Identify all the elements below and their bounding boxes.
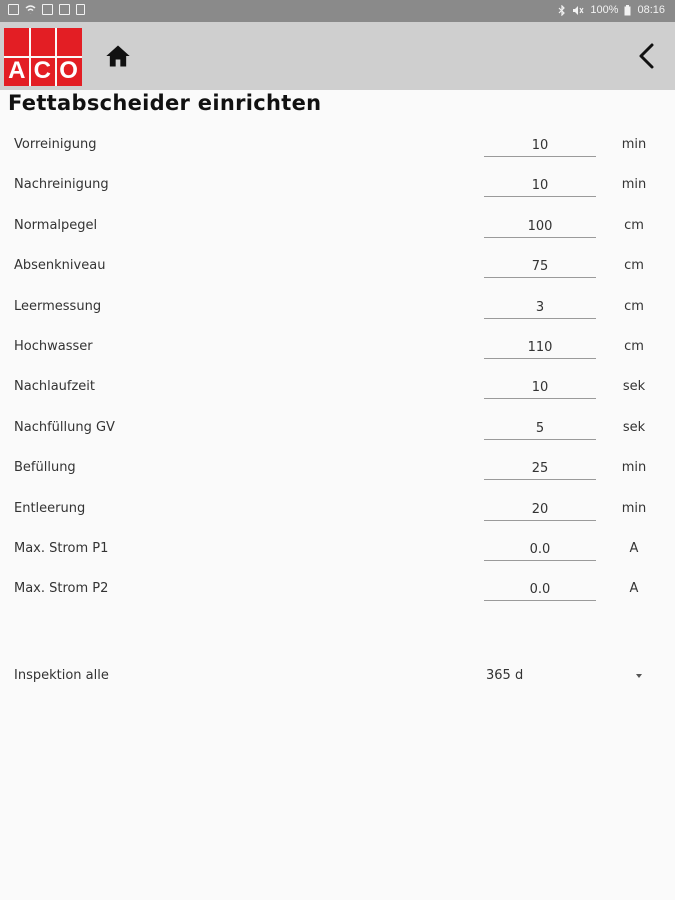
setting-value-input[interactable] xyxy=(484,216,596,238)
setting-label: Befüllung xyxy=(14,460,76,476)
setting-label: Nachreinigung xyxy=(14,177,109,193)
setting-label: Entleerung xyxy=(14,500,86,516)
setting-label: Absenkniveau xyxy=(14,258,106,274)
inspection-interval-select[interactable] xyxy=(484,662,648,690)
notification-icons xyxy=(8,4,85,15)
mute-icon xyxy=(572,5,584,16)
setting-value-input[interactable] xyxy=(484,539,596,561)
settings-row xyxy=(0,495,675,535)
setting-value-input[interactable] xyxy=(484,256,596,278)
gallery-icon xyxy=(59,4,70,15)
settings-row xyxy=(0,131,675,171)
setting-value-input[interactable] xyxy=(484,499,596,521)
settings-row xyxy=(0,575,675,615)
status-bar xyxy=(0,0,675,22)
setting-label: Nachlaufzeit xyxy=(14,379,96,395)
setting-value-input[interactable] xyxy=(484,337,596,359)
clipboard-icon xyxy=(76,4,85,15)
image-icon xyxy=(8,4,19,15)
setting-unit: min xyxy=(621,177,647,193)
inspection-label: Inspektion alle xyxy=(14,668,109,683)
setting-unit: sek xyxy=(622,419,646,435)
setting-label: Normalpegel xyxy=(14,217,98,233)
settings-row xyxy=(0,212,675,252)
setting-unit: min xyxy=(621,460,647,476)
wifi-icon xyxy=(25,4,36,15)
bluetooth-icon xyxy=(558,5,566,16)
inspection-selected-value: 365 d xyxy=(486,668,524,683)
setting-value-input[interactable] xyxy=(484,458,596,480)
inspection-row xyxy=(0,662,675,692)
app-bar xyxy=(0,22,675,90)
battery-percent: 100% xyxy=(590,4,619,16)
setting-value-input[interactable] xyxy=(484,418,596,440)
battery-icon xyxy=(624,5,631,16)
settings-row xyxy=(0,252,675,292)
setting-label: Max. Strom P1 xyxy=(14,541,109,556)
settings-row xyxy=(0,535,675,575)
setting-value-input[interactable] xyxy=(484,175,596,197)
setting-value-input[interactable] xyxy=(484,297,596,319)
settings-row xyxy=(0,414,675,454)
setting-unit: min xyxy=(621,500,647,516)
setting-value-input[interactable] xyxy=(484,579,596,601)
setting-unit: cm xyxy=(624,298,644,314)
setting-value-input[interactable] xyxy=(484,377,596,399)
setting-unit: cm xyxy=(624,217,644,233)
setting-unit: sek xyxy=(622,379,646,395)
system-icons xyxy=(558,4,665,16)
setting-unit: cm xyxy=(624,258,644,274)
setting-unit: A xyxy=(629,541,639,556)
settings-row xyxy=(0,333,675,373)
setting-label: Leermessung xyxy=(14,298,102,314)
dropdown-arrow-icon xyxy=(636,674,642,678)
edit-icon xyxy=(42,4,53,15)
settings-row xyxy=(0,373,675,413)
setting-value-input[interactable] xyxy=(484,135,596,157)
home-icon[interactable] xyxy=(104,42,132,70)
settings-row xyxy=(0,171,675,211)
setting-unit: cm xyxy=(624,339,644,354)
setting-unit: min xyxy=(621,137,647,152)
setting-label: Max. Strom P2 xyxy=(14,581,109,597)
settings-row xyxy=(0,293,675,333)
setting-label: Nachfüllung GV xyxy=(14,419,115,435)
clock: 08:16 xyxy=(637,4,665,16)
setting-label: Hochwasser xyxy=(14,339,93,354)
setting-label: Vorreinigung xyxy=(14,137,97,152)
aco-logo-text: A C O xyxy=(8,57,78,84)
page-title: Fettabscheider einrichten xyxy=(8,91,322,115)
setting-unit: A xyxy=(629,581,639,597)
chevron-left-icon[interactable] xyxy=(637,42,657,70)
settings-row xyxy=(0,454,675,494)
